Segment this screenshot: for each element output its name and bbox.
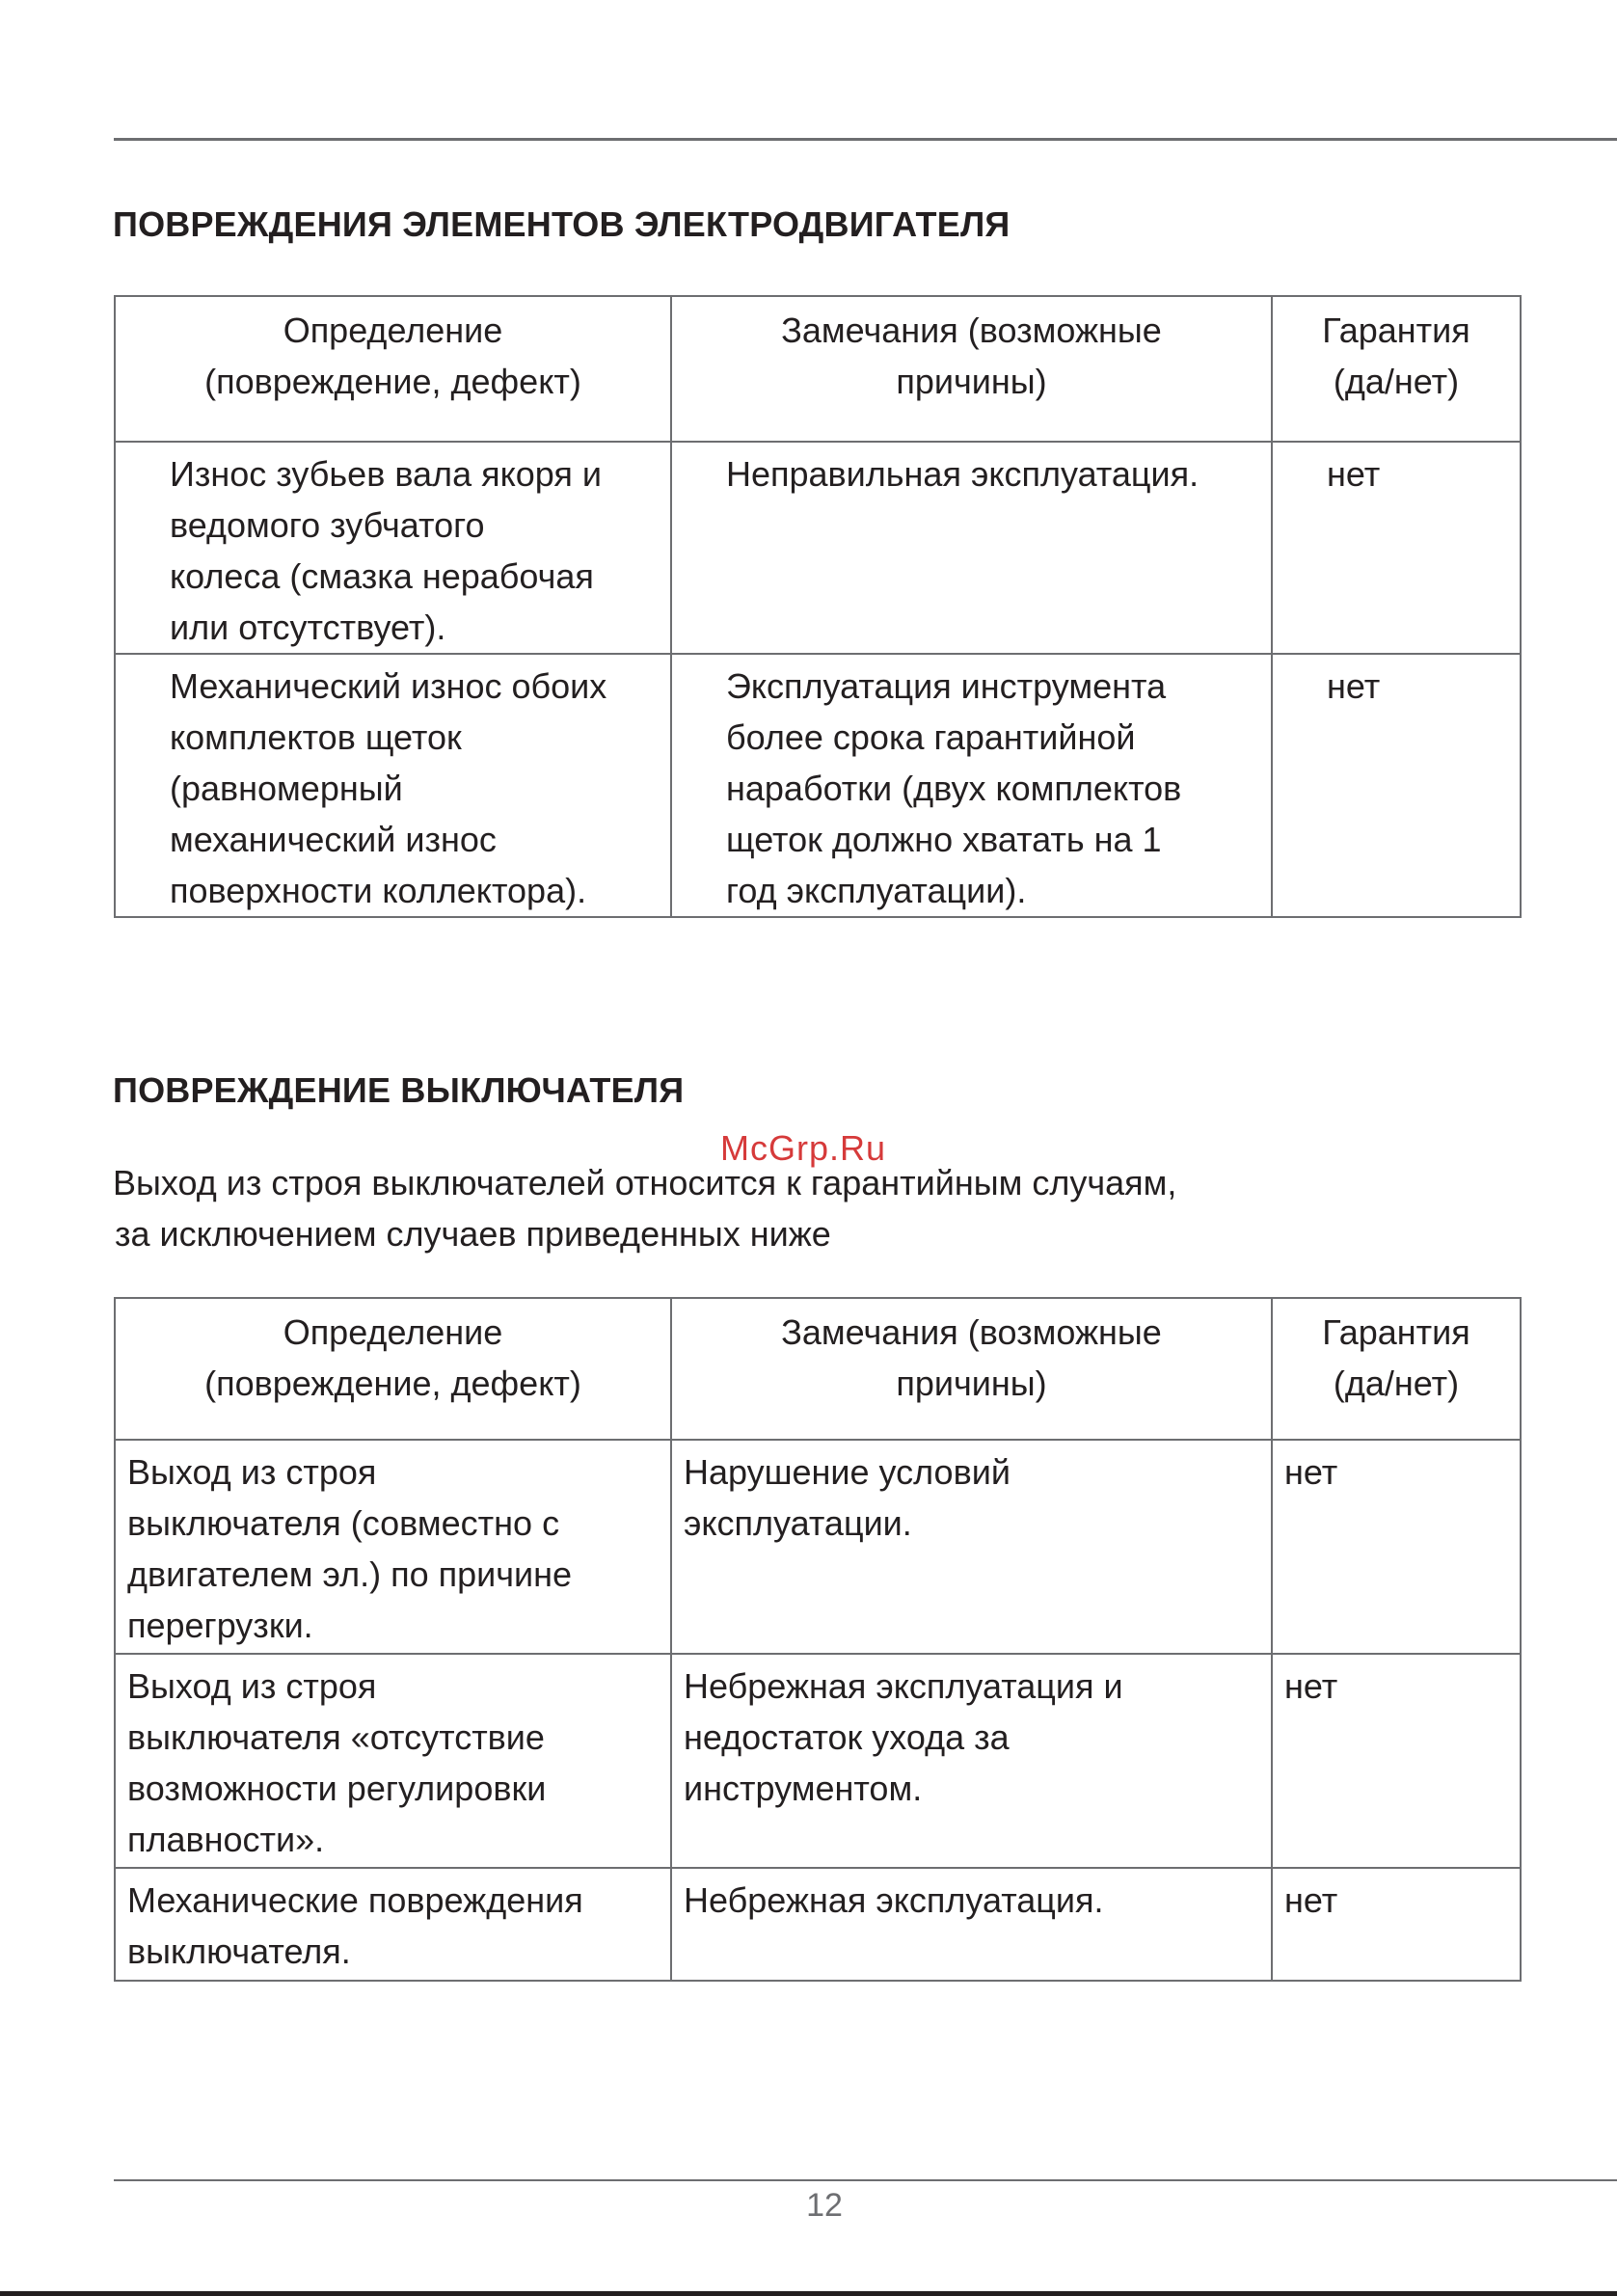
cell-line: Эксплуатация инструмента bbox=[726, 666, 1167, 706]
page-number: 12 bbox=[806, 2187, 843, 2224]
table-header-row bbox=[115, 1298, 1521, 1440]
cell-line: Небрежная эксплуатация. bbox=[684, 1880, 1104, 1920]
cell-line: Механический износ обоих bbox=[170, 666, 607, 706]
cell-line: инструментом. bbox=[684, 1769, 923, 1808]
cell-definition bbox=[115, 1868, 671, 1981]
cell-definition bbox=[115, 1440, 671, 1654]
header-line: Гарантия bbox=[1322, 311, 1470, 350]
table-row bbox=[115, 442, 1521, 654]
section-title-switch-damage: ПОВРЕЖДЕНИЕ ВЫКЛЮЧАТЕЛЯ bbox=[113, 1070, 685, 1110]
cell-warranty: нет bbox=[1272, 1868, 1521, 1981]
intro-line: за исключением случаев приведенных ниже bbox=[115, 1214, 831, 1254]
cell-line: комплектов щеток bbox=[170, 717, 462, 757]
cell-line: колеса (смазка нерабочая bbox=[170, 556, 594, 596]
cell-definition bbox=[115, 442, 671, 654]
cell-line: плавности». bbox=[127, 1820, 325, 1859]
cell-line: (равномерный bbox=[170, 769, 403, 808]
cell-remarks bbox=[671, 1868, 1272, 1981]
cell-line: выключателя. bbox=[127, 1931, 351, 1971]
header-remarks bbox=[671, 296, 1272, 442]
header-line: (да/нет) bbox=[1333, 1364, 1460, 1403]
cell-remarks bbox=[671, 1654, 1272, 1868]
switch-damage-table bbox=[114, 1297, 1522, 1982]
cell-line: поверхности коллектора). bbox=[170, 871, 587, 910]
header-warranty bbox=[1272, 1298, 1521, 1440]
section-intro bbox=[113, 1157, 1176, 1259]
cell-line: Нарушение условий bbox=[684, 1452, 1011, 1492]
cell-line: год эксплуатации). bbox=[726, 871, 1027, 910]
header-line: Определение bbox=[283, 311, 503, 350]
header-line: Замечания (возможные bbox=[781, 1312, 1162, 1352]
watermark: McGrp.Ru bbox=[720, 1128, 887, 1168]
cell-line: недостаток ухода за bbox=[684, 1717, 1010, 1757]
cell-remarks bbox=[671, 442, 1272, 654]
cell-line: эксплуатации. bbox=[684, 1503, 912, 1543]
cell-line: или отсутствует). bbox=[170, 608, 446, 647]
header-line: (повреждение, дефект) bbox=[204, 1364, 581, 1403]
cell-definition bbox=[115, 1654, 671, 1868]
cell-warranty: нет bbox=[1272, 1440, 1521, 1654]
cell-line: Механические повреждения bbox=[127, 1880, 583, 1920]
motor-damage-table bbox=[114, 295, 1522, 918]
cell-line: ведомого зубчатого bbox=[170, 505, 485, 545]
intro-line: Выход из строя выключателей относится к гарантийным случаям, bbox=[113, 1163, 1177, 1202]
cell-warranty: нет bbox=[1272, 1654, 1521, 1868]
cell-line: выключателя (совместно с bbox=[127, 1503, 560, 1543]
cell-line: щеток должно хватать на 1 bbox=[726, 820, 1162, 859]
cell-remarks bbox=[671, 654, 1272, 917]
cell-definition bbox=[115, 654, 671, 917]
table-row bbox=[115, 1654, 1521, 1868]
cell-warranty: нет bbox=[1272, 442, 1521, 654]
cell-line: Выход из строя bbox=[127, 1452, 377, 1492]
cell-line: наработки (двух комплектов bbox=[726, 769, 1182, 808]
header-line: (повреждение, дефект) bbox=[204, 362, 581, 401]
header-definition bbox=[115, 1298, 671, 1440]
table-row bbox=[115, 1440, 1521, 1654]
cell-line: Небрежная эксплуатация и bbox=[684, 1666, 1123, 1706]
header-definition bbox=[115, 296, 671, 442]
cell-line: возможности регулировки bbox=[127, 1769, 547, 1808]
table-header-row bbox=[115, 296, 1521, 442]
header-line: Гарантия bbox=[1322, 1312, 1470, 1352]
cell-line: Износ зубьев вала якоря и bbox=[170, 454, 602, 494]
cell-line: выключателя «отсутствие bbox=[127, 1717, 545, 1757]
header-line: Замечания (возможные bbox=[781, 311, 1162, 350]
cell-line: Выход из строя bbox=[127, 1666, 377, 1706]
header-remarks bbox=[671, 1298, 1272, 1440]
cell-warranty: нет bbox=[1272, 654, 1521, 917]
cell-line: двигателем эл.) по причине bbox=[127, 1554, 572, 1594]
header-line: (да/нет) bbox=[1333, 362, 1460, 401]
header-warranty bbox=[1272, 296, 1521, 442]
table-row bbox=[115, 654, 1521, 917]
section-title-motor-damage: ПОВРЕЖДЕНИЯ ЭЛЕМЕНТОВ ЭЛЕКТРОДВИГАТЕЛЯ bbox=[113, 204, 1011, 244]
cell-line: механический износ bbox=[170, 820, 497, 859]
header-line: причины) bbox=[896, 1364, 1047, 1403]
header-line: причины) bbox=[896, 362, 1047, 401]
cell-line: перегрузки. bbox=[127, 1606, 313, 1645]
cell-line: более срока гарантийной bbox=[726, 717, 1136, 757]
page-edge-border bbox=[0, 2291, 1617, 2296]
top-divider bbox=[114, 138, 1617, 141]
bottom-divider bbox=[114, 2179, 1617, 2181]
cell-line: Неправильная эксплуатация. bbox=[726, 454, 1199, 494]
header-line: Определение bbox=[283, 1312, 503, 1352]
table-row bbox=[115, 1868, 1521, 1981]
cell-remarks bbox=[671, 1440, 1272, 1654]
